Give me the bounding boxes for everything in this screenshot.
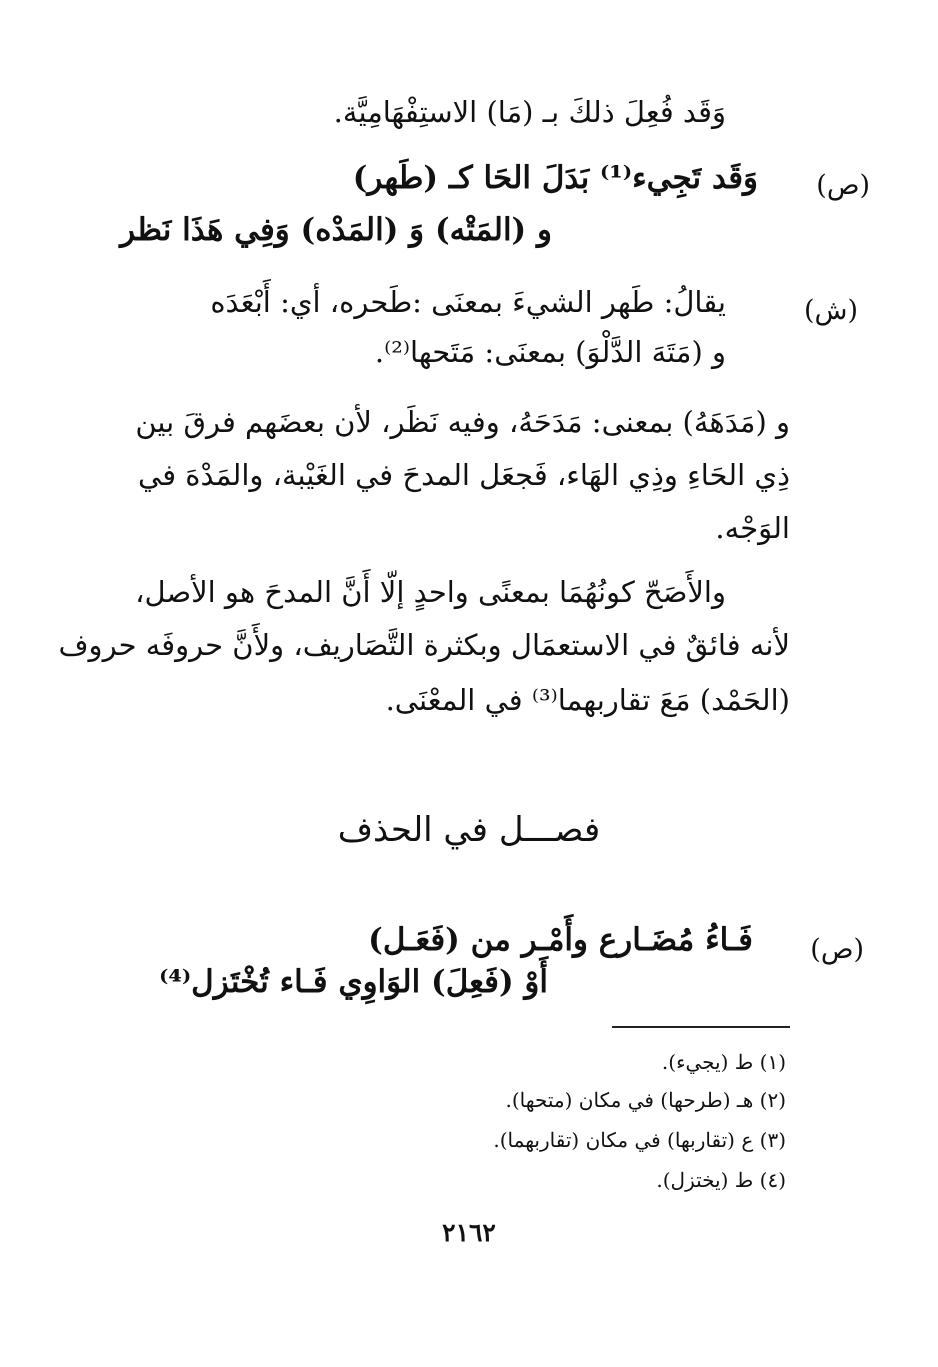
verse-marker-2: (ص) — [810, 934, 864, 965]
verse-line-4: أَوْ (فَعِلَ) الوَاوِي فَـاء تُخْتَزل⁽⁴⁾ — [159, 964, 548, 1000]
footnote-separator — [612, 1026, 790, 1028]
footnote-1: (١) ط (يجيء). — [661, 1050, 786, 1074]
verse-marker-1: (ص) — [816, 170, 870, 201]
verse-line-1: وَقَد تَجِيء⁽¹⁾ بَدَلَ الحَا كـ (طَهر) — [352, 160, 758, 196]
verse-line-2: و (المَتْه) وَ (المَدْه) وَفِي هَذَا نَظر — [120, 212, 552, 248]
footnote-2: (٢) هـ (طرحها) في مكان (متحها). — [505, 1088, 786, 1112]
section-heading: فصـــل في الحذف — [337, 810, 601, 850]
paragraph-1-line-3: الوَجْه. — [715, 511, 790, 545]
verse-line-3: فَـاءُ مُضَـارع وأَمْـر من (فَعَـل) — [368, 922, 753, 958]
footnote-4: (٤) ط (يختزل). — [656, 1168, 786, 1192]
intro-line: وَقَد فُعِلَ ذلكَ بـ (مَا) الاستِفْهَامِيَّة. — [333, 95, 726, 129]
commentary-line-2: و (مَتَهَ الدَّلْوَ) بمعنَى: مَتَحها⁽²⁾. — [374, 335, 726, 369]
paragraph-2-line-3: (الحَمْد) مَعَ تقاربهما⁽³⁾ في المعْنَى. — [385, 683, 790, 717]
paragraph-2-line-2: لأنه فائقٌ في الاستعمَال وبكثرة التَّصَاريف، ولأَنَّ حروفَه حروف — [58, 628, 790, 662]
commentary-marker: (ش) — [803, 295, 858, 326]
paragraph-1-line-2: ذِي الحَاءِ وذِي الهَاء، فَجعَل المدحَ في الغَيْبة، والمَدْهَ في — [138, 458, 790, 492]
paragraph-2-line-1: والأَصَحّ كونُهُمَا بمعنًى واحدٍ إلّا أَنَّ المدحَ هو الأصل، — [135, 575, 726, 609]
page-number: ٢١٦٢ — [442, 1218, 496, 1247]
paragraph-1-line-1: و (مَدَهَهُ) بمعنى: مَدَحَهُ، وفيه نَظَر، لأن بعضَهم فرقَ بين — [135, 405, 790, 439]
commentary-line-1: يقالُ: طَهر الشيءَ بمعنَى :طَحره، أي: أَبْعَدَه — [210, 285, 726, 319]
footnote-3: (٣) ع (تقاربها) في مكان (تقاربهما). — [493, 1128, 786, 1152]
